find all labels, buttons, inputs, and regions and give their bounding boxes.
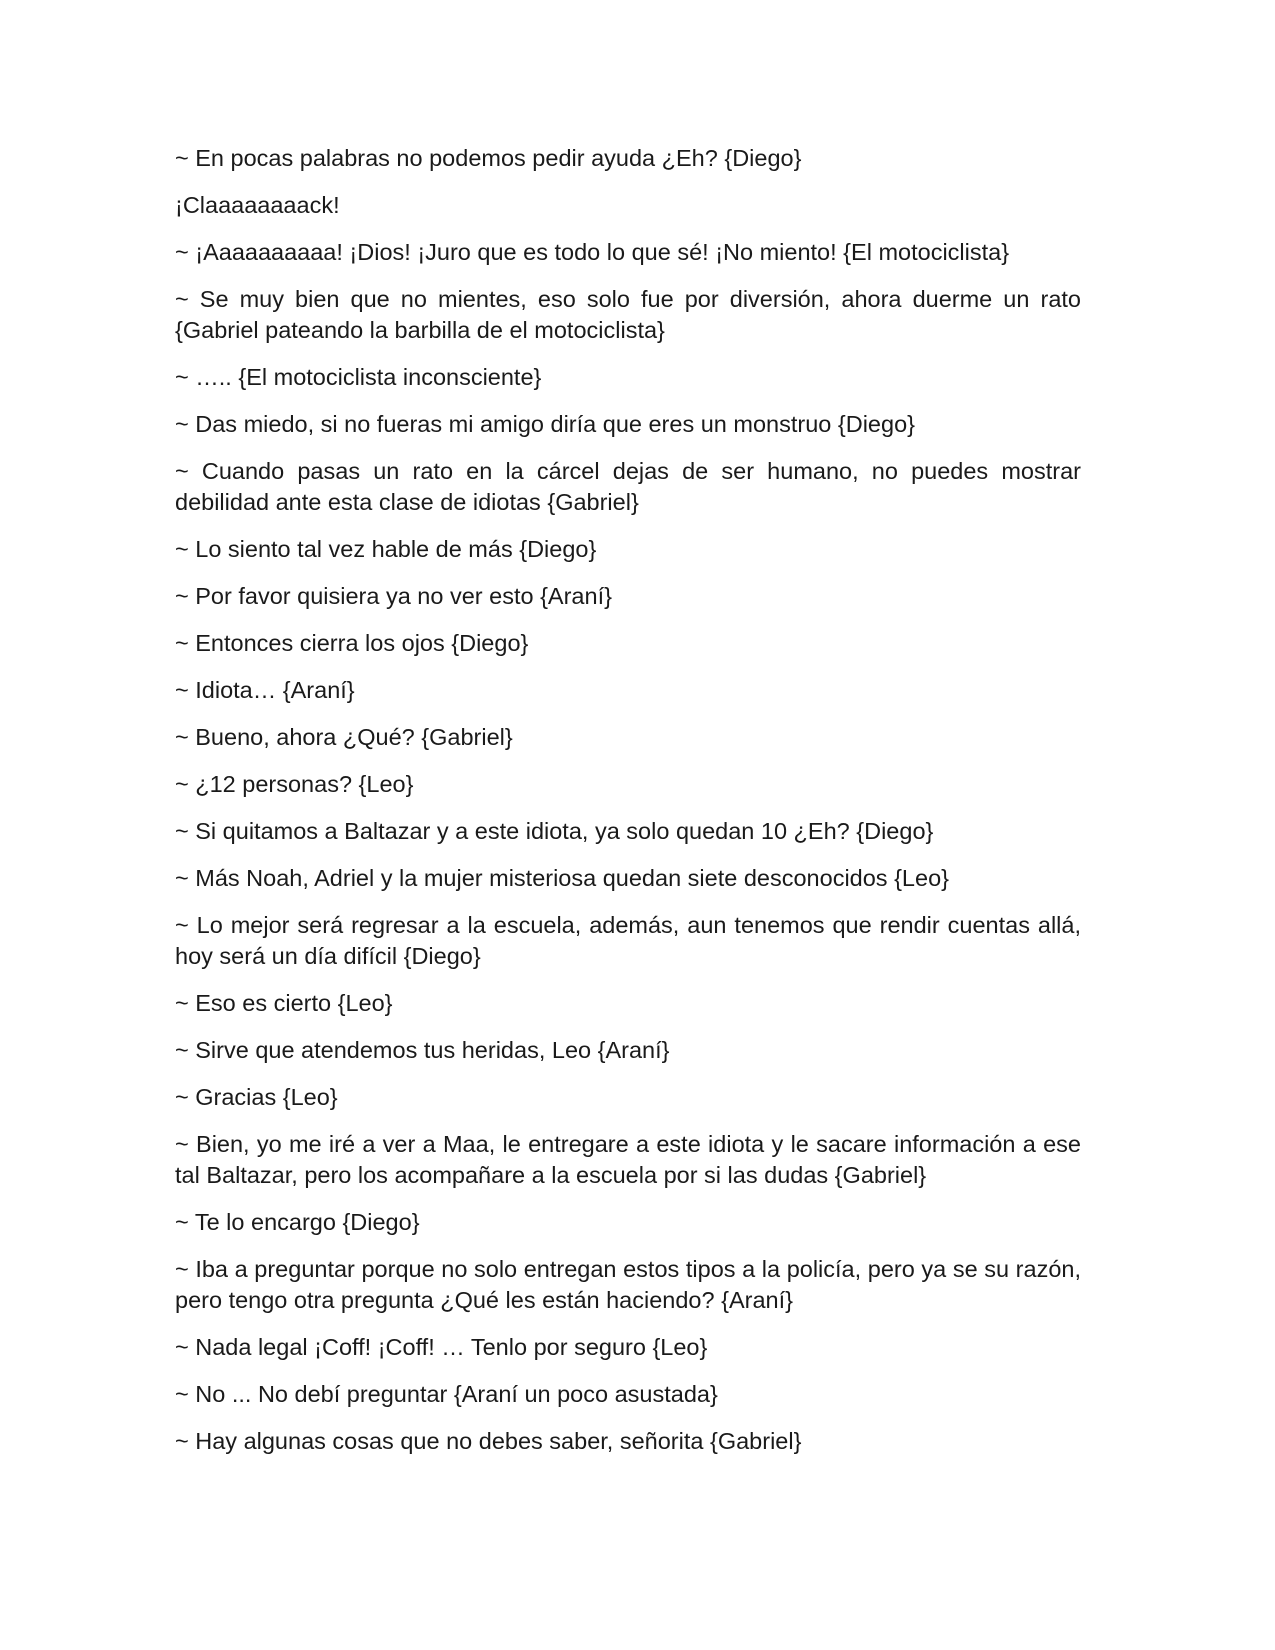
paragraph: ~ Nada legal ¡Coff! ¡Coff! … Tenlo por seguro {Leo} bbox=[175, 1334, 708, 1360]
paragraph: ~ Cuando pasas un rato en la cárcel dejas de ser humano, no puedes mostrar debilidad ante esta clase de idiotas {Gabriel} bbox=[175, 458, 1081, 515]
paragraph: ~ Gracias {Leo} bbox=[175, 1084, 338, 1110]
paragraph: ~ Hay algunas cosas que no debes saber, señorita {Gabriel} bbox=[175, 1428, 802, 1454]
paragraph: ~ No ... No debí preguntar {Araní un poco asustada} bbox=[175, 1381, 718, 1407]
paragraph: ~ ¡Aaaaaaaaaa! ¡Dios! ¡Juro que es todo lo que sé! ¡No miento! {El motociclista} bbox=[175, 239, 1010, 265]
paragraph: ~ Eso es cierto {Leo} bbox=[175, 990, 393, 1016]
paragraph: ~ ….. {El motociclista inconsciente} bbox=[175, 364, 542, 390]
paragraph: ~ Entonces cierra los ojos {Diego} bbox=[175, 630, 529, 656]
paragraph: ~ Idiota… {Araní} bbox=[175, 677, 355, 703]
paragraph: ~ Bueno, ahora ¿Qué? {Gabriel} bbox=[175, 724, 513, 750]
paragraph: ~ Lo siento tal vez hable de más {Diego} bbox=[175, 536, 597, 562]
paragraph: ¡Claaaaaaaack! bbox=[175, 192, 340, 218]
paragraph: ~ Te lo encargo {Diego} bbox=[175, 1209, 420, 1235]
paragraph: ~ Se muy bien que no mientes, eso solo fue por diversión, ahora duerme un rato {Gabriel pateando la barbilla de el motociclista} bbox=[175, 286, 1081, 343]
paragraph: ~ Bien, yo me iré a ver a Maa, le entregare a este idiota y le sacare información a ese tal Baltazar, pero los acompañare a la escuela por si las dudas {Gabriel} bbox=[175, 1131, 1081, 1188]
paragraph: ~ Más Noah, Adriel y la mujer misteriosa quedan siete desconocidos {Leo} bbox=[175, 865, 949, 891]
paragraph: ~ Si quitamos a Baltazar y a este idiota, ya solo quedan 10 ¿Eh? {Diego} bbox=[175, 818, 934, 844]
document-body bbox=[175, 143, 1081, 1473]
paragraph: ~ Lo mejor será regresar a la escuela, además, aun tenemos que rendir cuentas allá, hoy será un día difícil {Diego} bbox=[175, 912, 1081, 969]
paragraph: ~ Sirve que atendemos tus heridas, Leo {Araní} bbox=[175, 1037, 670, 1063]
paragraph: ~ Das miedo, si no fueras mi amigo diría que eres un monstruo {Diego} bbox=[175, 411, 915, 437]
paragraph: ~ En pocas palabras no podemos pedir ayuda ¿Eh? {Diego} bbox=[175, 145, 802, 171]
paragraph: ~ ¿12 personas? {Leo} bbox=[175, 771, 414, 797]
paragraph: ~ Por favor quisiera ya no ver esto {Araní} bbox=[175, 583, 612, 609]
paragraph: ~ Iba a preguntar porque no solo entregan estos tipos a la policía, pero ya se su razón, pero tengo otra pregunta ¿Qué les están haciendo? {Araní} bbox=[175, 1256, 1081, 1313]
